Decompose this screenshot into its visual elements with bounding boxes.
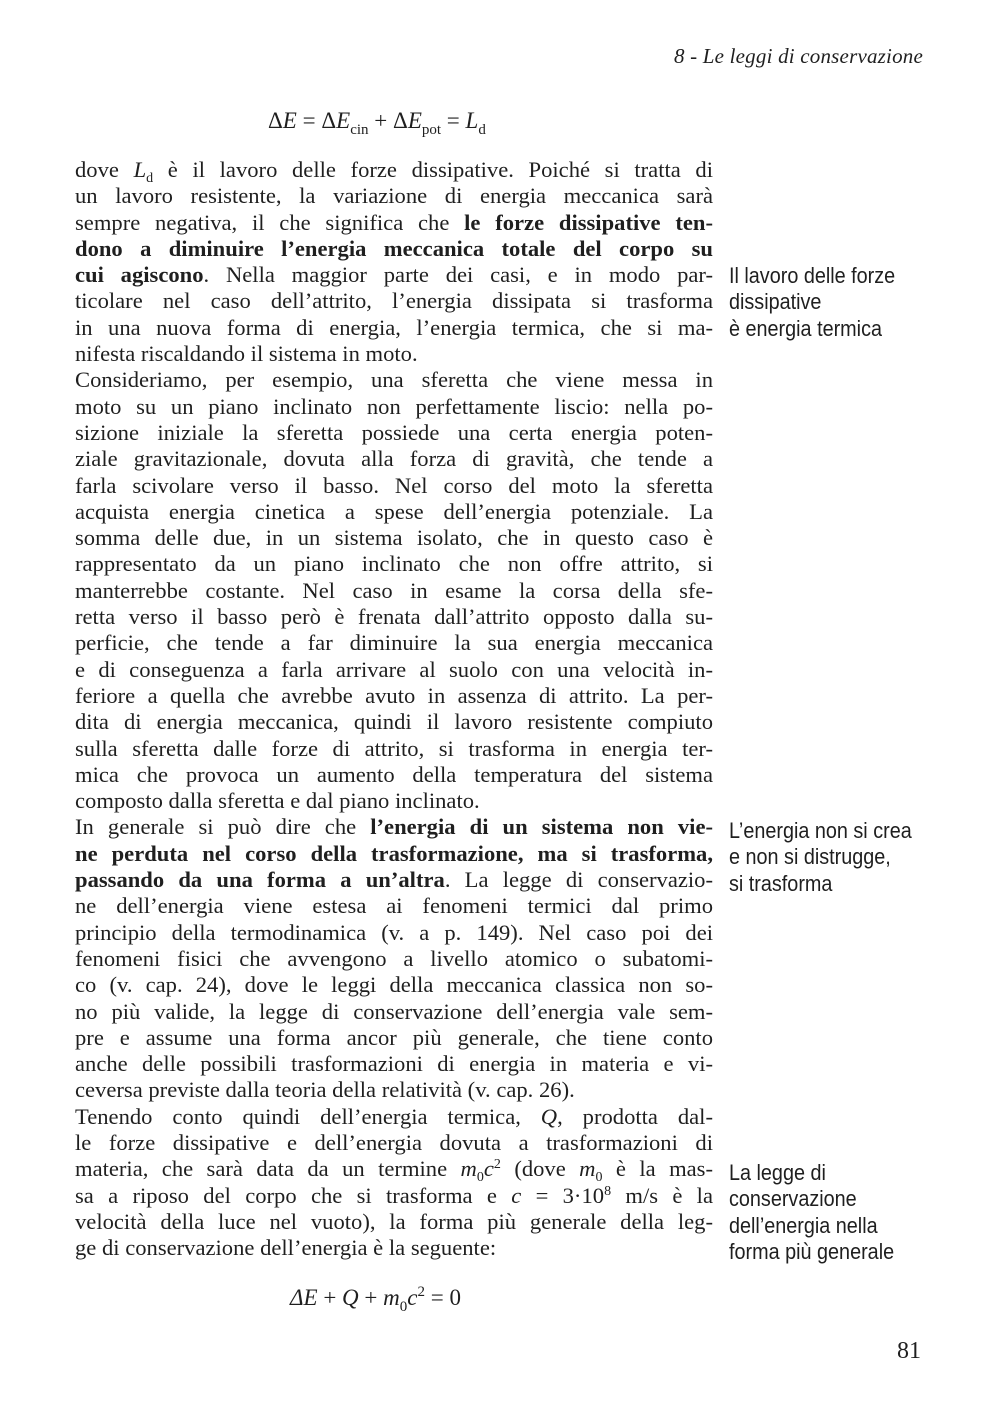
- text-line: in una nuova forma di energia, l’energia termica, che si ma-: [75, 314, 713, 340]
- text-line: no più valide, la legge di conservazione dell’energia vale sem-: [75, 998, 713, 1024]
- text-line: principio della termodinamica (v. a p. 149). Nel caso poi dei: [75, 919, 713, 945]
- text-line: retta verso il basso però è frenata dall’attrito opposto dalla su-: [75, 604, 713, 630]
- sidenote-line: dell’energia nella: [729, 1212, 878, 1238]
- text-line: ticolare nel caso dell’attrito, l’energia dissipata si trasforma: [75, 288, 713, 314]
- text-line: mica che provoca un aumento della temperatura del sistema: [75, 761, 713, 787]
- sidenote-line: conservazione: [729, 1186, 857, 1212]
- text-line: moto su un piano inclinato non perfettamente liscio: nella po-: [75, 393, 713, 419]
- text-line: ge di conservazione dell’energia è la seguente:: [75, 1235, 497, 1261]
- formula-general-conservation: $\Delta E + Q + m_0c^2 = 0$: [290, 1284, 461, 1315]
- sidenote-line: forma più generale: [729, 1238, 895, 1264]
- text-line: In generale si può dire che l’energia di un sistema non vie-: [75, 814, 713, 840]
- text-line: dita di energia meccanica, quindi il lavoro resistente compiuto: [75, 709, 713, 735]
- page-number: 81: [897, 1338, 921, 1364]
- sidenote-line: è energia termica: [729, 315, 882, 341]
- text-line: sulla sferetta dalle forze di attrito, si trasforma in energia ter-: [75, 735, 713, 761]
- text-line: acquista energia cinetica a spese dell’energia potenziale. La: [75, 498, 713, 524]
- sidenote-line: si trasforma: [729, 870, 833, 896]
- text-line: ceversa previste dalla teoria della relatività (v. cap. 26).: [75, 1077, 575, 1103]
- sidenote-general-law: [729, 1160, 936, 1265]
- paragraph-dissipative-forces: [75, 157, 713, 1261]
- running-header: 8 - Le leggi di conservazione: [673, 44, 923, 68]
- text-line: ne perduta nel corso della trasformazione, ma si trasforma,: [75, 840, 713, 866]
- text-line: fenomeni fisici che avvengono a livello atomico o subatomi-: [75, 945, 713, 971]
- text-line: pre e assume una forma ancor più generale, che tiene conto: [75, 1024, 713, 1050]
- text-line: sizione iniziale la sferetta possiede una certa energia poten-: [75, 419, 713, 445]
- text-line: ne dell’energia viene estesa ai fenomeni termici dal primo: [75, 893, 713, 919]
- text-line: perficie, che tende a far diminuire la sua energia meccanica: [75, 630, 713, 656]
- text-line: le forze dissipative e dell’energia dovuta a trasformazioni di: [75, 1129, 713, 1155]
- text-line: anche delle possibili trasformazioni di energia in materia e vi-: [75, 1051, 713, 1077]
- text-line: feriore a quella che avrebbe avuto in assenza di attrito. La per-: [75, 682, 713, 708]
- sidenote-line: Il lavoro delle forze: [729, 263, 896, 288]
- text-line: composto dalla sferetta e dal piano inclinato.: [75, 788, 480, 814]
- text-line: co (v. cap. 24), dove le leggi della meccanica classica non so-: [75, 972, 713, 998]
- text-line: velocità della luce nel vuoto), la forma più generale della leg-: [75, 1208, 713, 1234]
- text-line: Tenendo conto quindi dell’energia termica, Q, prodotta dal-: [75, 1103, 713, 1129]
- text-line: dono a diminuire l’energia meccanica totale del corpo su: [75, 235, 713, 261]
- text-line: dove $L_d$ è il lavoro delle forze dissipative. Poiché si tratta di: [75, 157, 713, 184]
- text-line: sa a riposo del corpo che si trasforma e $c = 3\cdot 10^8$ m/s è la: [75, 1182, 713, 1208]
- sidenote-line: La legge di: [729, 1160, 826, 1185]
- text-line: passando da una forma a un’altra. La legge di conservazio-: [75, 867, 713, 893]
- text-line: rappresentato da un piano inclinato che non offre attrito, si: [75, 551, 713, 577]
- text-line: ziale gravitazionale, dovuta alla forza di gravità, che tende a: [75, 446, 713, 472]
- formula-energy-variation: $\Delta E = \Delta E_{cin} + \Delta E_{pot} = L_d$: [268, 108, 486, 138]
- sidenote-line: L’energia non si crea: [729, 818, 912, 843]
- text-line: manterrebbe costante. Nel caso in esame la corsa della sfe-: [75, 577, 713, 603]
- sidenote-line: e non si distrugge,: [729, 844, 891, 870]
- sidenote-dissipative-work: [729, 263, 936, 342]
- text-line: un lavoro resistente, la variazione di energia meccanica sarà: [75, 183, 713, 209]
- sidenote-energy-transforms: [729, 818, 936, 897]
- text-line: farla scivolare verso il basso. Nel corso del moto la sferetta: [75, 472, 713, 498]
- text-line: nifesta riscaldando il sistema in moto.: [75, 341, 418, 367]
- text-line: somma delle due, in un sistema isolato, che in questo caso è: [75, 525, 713, 551]
- text-line: sempre negativa, il che significa che le forze dissipative ten-: [75, 209, 713, 235]
- text-line: Consideriamo, per esempio, una sferetta che viene messa in: [75, 367, 713, 393]
- text-line: materia, che sarà data da un termine $m_0c^2$ (dove $m_0$ è la mas-: [75, 1156, 713, 1183]
- sidenote-line: dissipative: [729, 289, 822, 315]
- text-line: cui agiscono. Nella maggior parte dei casi, e in modo par-: [75, 262, 713, 288]
- text-line: e di conseguenza a farla arrivare al suolo con una velocità in-: [75, 656, 713, 682]
